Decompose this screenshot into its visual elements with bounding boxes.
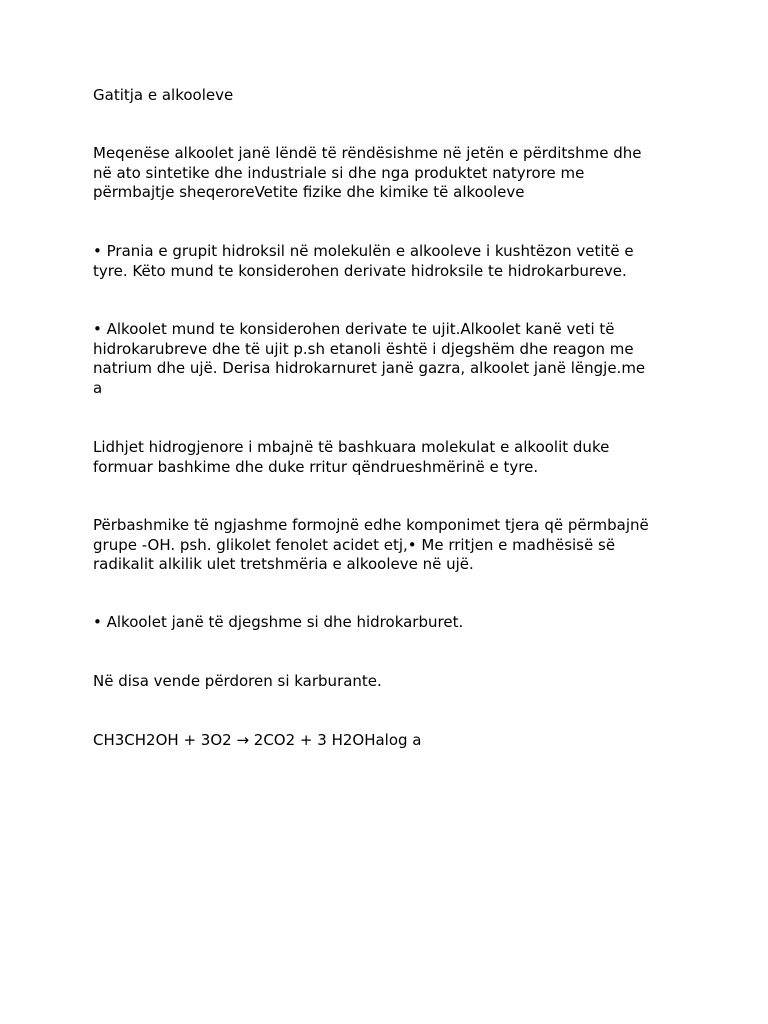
paragraph-oh-compounds <box>93 516 683 575</box>
paragraph-water-derivatives <box>93 320 683 398</box>
paragraph-line: grupe -OH. psh. glikolet fenolet acidet etj,• Me rritjen e madhësisë së <box>93 535 616 554</box>
paragraph-line: Lidhjet hidrogjenore i mbajnë të bashkuara molekulat e alkoolit duke <box>93 438 610 456</box>
paragraph-line: hidrokarubreve dhe të ujit p.sh etanoli është i djegshëm dhe reagon me <box>93 339 634 358</box>
paragraph-line: a <box>93 378 103 397</box>
paragraph-hydrogen-bonds <box>93 438 683 477</box>
title-line: Gatitja e alkooleve <box>93 86 234 104</box>
paragraph-line: përmbajtje sheqeroreVetite fizike dhe kimike të alkooleve <box>93 183 525 201</box>
paragraph-flammable <box>93 613 683 633</box>
paragraph-line: radikalit alkilik ulet tretshmëria e alkooleve në ujë. <box>93 555 474 573</box>
paragraph-line: në ato sintetike dhe industriale si dhe nga produktet natyrore me <box>93 163 585 182</box>
paragraph-line: • Prania e grupit hidroksil në molekulën e alkooleve i kushtëzon vetitë e <box>93 242 634 260</box>
paragraph-line: Meqenëse alkoolet janë lëndë të rëndësishme në jetën e përditshme dhe <box>93 144 642 162</box>
paragraph-line: natrium dhe ujë. Derisa hidrokarnuret janë gazra, alkoolet janë lëngje.me <box>93 359 646 377</box>
paragraph-equation <box>93 731 683 751</box>
paragraph-line: tyre. Këto mund te konsiderohen derivate hidroksile te hidrokarbureve. <box>93 261 627 280</box>
paragraph-fuel <box>93 672 683 692</box>
paragraph-line: Në disa vende përdoren si karburante. <box>93 672 382 690</box>
paragraph-hydroxyl <box>93 242 683 281</box>
paragraph-line: • Alkoolet mund te konsiderohen derivate te ujit.Alkoolet kanë veti të <box>93 320 615 338</box>
paragraph-line: formuar bashkime dhe duke rritur qëndrueshmërinë e tyre. <box>93 457 539 476</box>
document-title <box>93 86 683 106</box>
paragraph-line: • Alkoolet janë të djegshme si dhe hidrokarburet. <box>93 613 464 631</box>
paragraph-line: Përbashmike të ngjashme formojnë edhe komponimet tjera që përmbajnë <box>93 516 649 534</box>
combustion-equation: CH3CH2OH + 3O2 → 2CO2 + 3 H2OHalog a <box>93 731 422 749</box>
paragraph-intro <box>93 144 683 203</box>
